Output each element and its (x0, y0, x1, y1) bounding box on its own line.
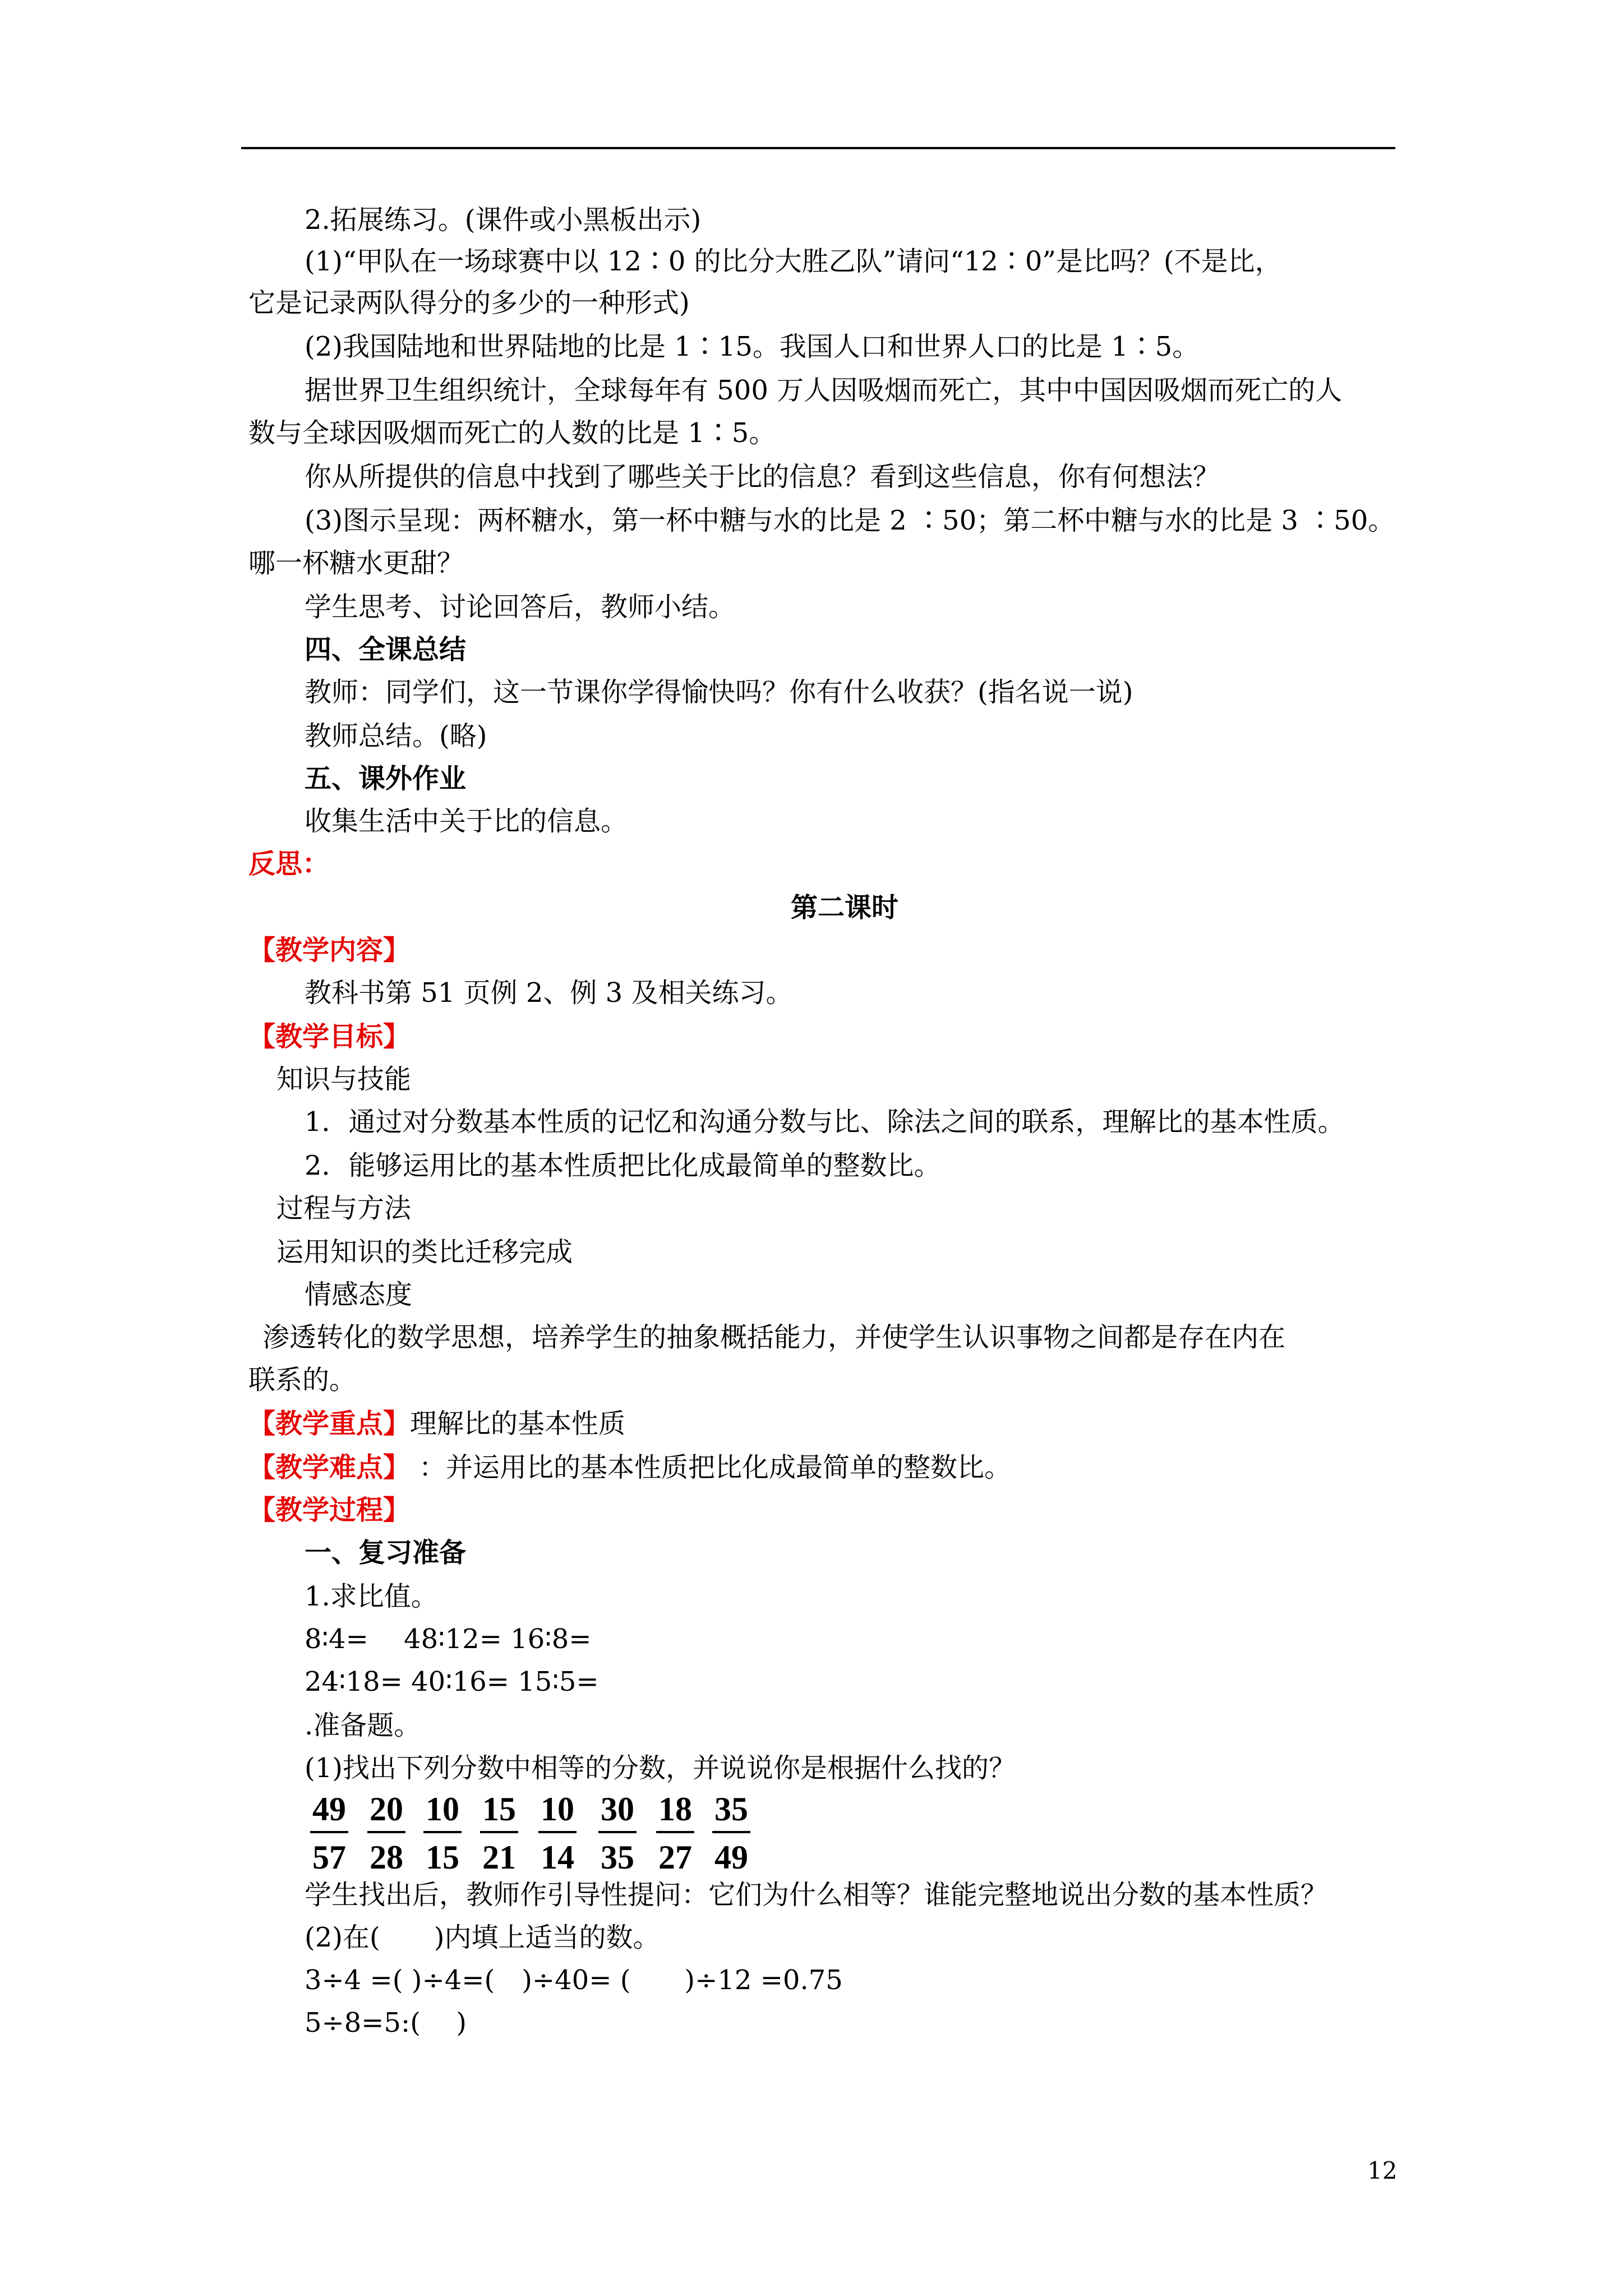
fraction (423, 1791, 462, 1876)
text-line: 数与全球因吸烟而死亡的人数的比是 1∶5。 (248, 417, 776, 449)
text-line: 据世界卫生组织统计，全球每年有 500 万人因吸烟而死亡，其中中国因吸烟而死亡的人 (305, 375, 1343, 406)
fraction-numerator: 49 (312, 1791, 346, 1828)
text-line: (3)图示呈现：两杯糖水，第一杯中糖与水的比是 2 ∶50；第二杯中糖与水的比是 3 ∶50。 (305, 505, 1395, 536)
text-line: 教科书第 51 页例 2、例 3 及相关练习。 (305, 977, 793, 1009)
text-line: 8∶4= 48∶12= 16∶8= (305, 1623, 592, 1655)
label-teaching-process: 【教学过程】 (248, 1494, 411, 1526)
fraction (367, 1791, 405, 1876)
text-line: (2)在( )内填上适当的数。 (305, 1922, 660, 1953)
key-point-text: 理解比的基本性质 (410, 1408, 626, 1439)
key-point-line (248, 1407, 625, 1441)
section-heading: 五、课外作业 (305, 763, 467, 794)
fraction-denominator: 15 (426, 1839, 459, 1876)
text-line: 3÷4 =( )÷4=( )÷40= ( )÷12 =0.75 (305, 1964, 843, 1996)
fraction-numerator: 18 (658, 1791, 692, 1828)
lesson-title: 第二课时 (791, 892, 899, 923)
page-number: 12 (1367, 2157, 1398, 2184)
header-rule (241, 147, 1395, 149)
fraction-numerator: 30 (601, 1791, 634, 1828)
text-line: 你从所提供的信息中找到了哪些关于比的信息？看到这些信息，你有何想法？ (305, 461, 1220, 493)
fraction-numerator: 15 (482, 1791, 516, 1828)
fraction (310, 1791, 348, 1876)
text-line: 1.求比值。 (305, 1581, 438, 1612)
text-line: 联系的。 (248, 1364, 357, 1396)
fraction (480, 1791, 518, 1876)
fraction-denominator: 49 (714, 1839, 748, 1876)
fraction-denominator: 21 (482, 1839, 516, 1876)
fraction-numerator: 35 (714, 1791, 748, 1828)
fraction (656, 1791, 694, 1876)
text-line: (2)我国陆地和世界陆地的比是 1∶15。我国人口和世界人口的比是 1∶5。 (305, 331, 1200, 362)
fraction-numerator: 10 (541, 1791, 574, 1828)
text-line: 知识与技能 (276, 1064, 412, 1095)
text-line: 过程与方法 (276, 1193, 412, 1224)
text-line: (1)找出下列分数中相等的分数，并说说你是根据什么找的？ (305, 1752, 1016, 1784)
difficulty-line (248, 1451, 1011, 1484)
label-difficulty: 【教学难点】 (248, 1452, 397, 1483)
label-teaching-content: 【教学内容】 (248, 935, 411, 966)
label-teaching-goals: 【教学目标】 (248, 1021, 411, 1052)
fraction-denominator: 57 (312, 1839, 346, 1876)
text-line: 2．能够运用比的基本性质把比化成最简单的整数比。 (305, 1150, 941, 1181)
fraction-numerator: 10 (426, 1791, 459, 1828)
text-line: 学生思考、讨论回答后，教师小结。 (305, 591, 736, 623)
section-heading: 一、复习准备 (305, 1537, 467, 1568)
text-line: 哪一杯糖水更甜？ (248, 547, 464, 579)
text-line: 渗透转化的数学思想，培养学生的抽象概括能力，并使学生认识事物之间都是存在内在 (262, 1322, 1286, 1353)
text-line: 2.拓展练习。(课件或小黑板出示) (305, 204, 702, 236)
text-line: 学生找出后，教师作引导性提问：它们为什么相等？谁能完整地说出分数的基本性质？ (305, 1879, 1328, 1911)
fraction (598, 1791, 637, 1876)
fraction-denominator: 35 (601, 1839, 634, 1876)
text-line: .准备题。 (305, 1710, 421, 1741)
text-line: 24∶18= 40∶16= 15∶5= (305, 1666, 599, 1697)
fraction-denominator: 27 (658, 1839, 692, 1876)
text-line: (1)“甲队在一场球赛中以 12∶0 的比分大胜乙队”请问“12∶0”是比吗？(不是比， (305, 246, 1282, 277)
fraction-denominator: 14 (541, 1839, 574, 1876)
text-line: 它是记录两队得分的多少的一种形式) (248, 287, 690, 319)
text-line: 5÷8=5:( ) (305, 2007, 467, 2039)
text-line: 收集生活中关于比的信息。 (305, 806, 628, 837)
text-line: 教师总结。(略) (305, 720, 487, 752)
text-line: 教师：同学们，这一节课你学得愉快吗？你有什么收获？(指名说一说) (305, 677, 1133, 708)
label-key-point: 【教学重点】 (248, 1408, 411, 1439)
section-heading: 四、全课总结 (305, 634, 467, 665)
text-line: 1．通过对分数基本性质的记忆和沟通分数与比、除法之间的联系，理解比的基本性质。 (305, 1106, 1345, 1138)
fraction (538, 1791, 577, 1876)
fraction (712, 1791, 750, 1876)
fraction-numerator: 20 (370, 1791, 403, 1828)
difficulty-text: ：并运用比的基本性质把比化成最简单的整数比。 (419, 1452, 1012, 1483)
text-line: 情感态度 (305, 1279, 413, 1310)
fraction-denominator: 28 (370, 1839, 403, 1876)
reflection-label: 反思： (248, 848, 330, 880)
text-line: 运用知识的类比迁移完成 (276, 1236, 573, 1268)
